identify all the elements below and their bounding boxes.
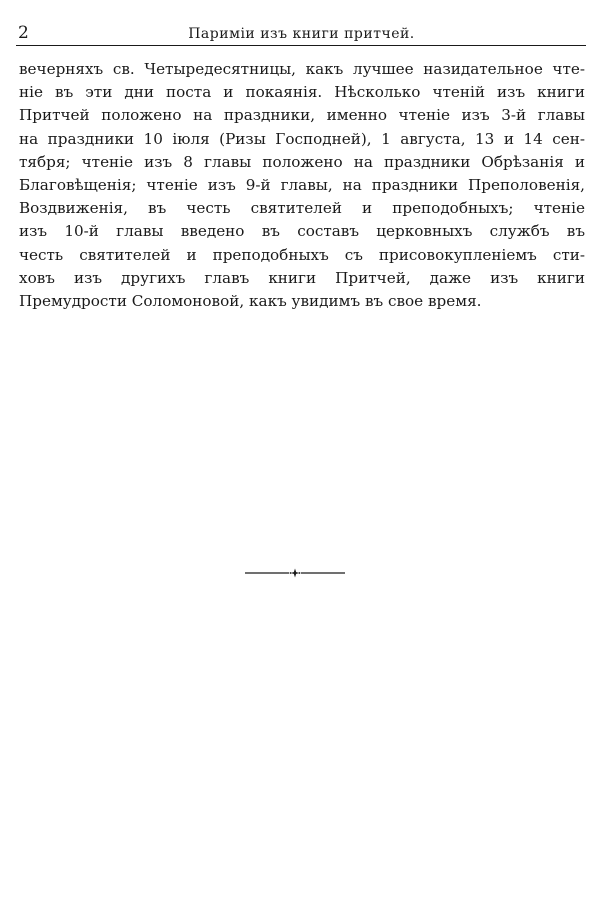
text-line: тября; чтенiе изъ 8 главы положено на праздники Обрѣзанiя и bbox=[19, 152, 585, 171]
text-line: ховъ изъ другихъ главъ книги Притчей, даже изъ книги bbox=[19, 268, 585, 287]
running-title: Паримiи изъ книги притчей. bbox=[188, 26, 415, 42]
fleuron-rule-icon bbox=[245, 567, 345, 579]
text-line: вечерняхъ св. Четыредесятницы, какъ лучшее назидательное чте- bbox=[19, 60, 585, 78]
page-number: 2 bbox=[18, 23, 29, 43]
text-line: нiе въ эти дни поста и покаянiя. Нѣсколько чтенiй изъ книги bbox=[19, 83, 585, 102]
text-line: Премудрости Соломоновой, какъ увидимъ въ свое время. bbox=[19, 291, 482, 310]
body-paragraph bbox=[19, 58, 585, 313]
text-line: Благовѣщенiя; чтенiе изъ 9-й главы, на праздники Преполовенiя, bbox=[19, 175, 585, 194]
running-head bbox=[18, 22, 585, 46]
text-line: на праздники 10 iюля (Ризы Господней), 1 августа, 13 и 14 сен- bbox=[19, 129, 585, 148]
text-line: Притчей положено на праздники, именно чтенiе изъ 3-й главы bbox=[19, 106, 585, 125]
header-rule bbox=[16, 45, 586, 46]
text-line: Воздвиженiя, въ честь святителей и преподобныхъ; чтенiе bbox=[19, 199, 585, 218]
text-line: честь святителей и преподобныхъ съ присовокупленiемъ сти- bbox=[19, 245, 585, 264]
text-line: изъ 10-й главы введено въ составъ церковныхъ службъ въ bbox=[19, 222, 585, 241]
